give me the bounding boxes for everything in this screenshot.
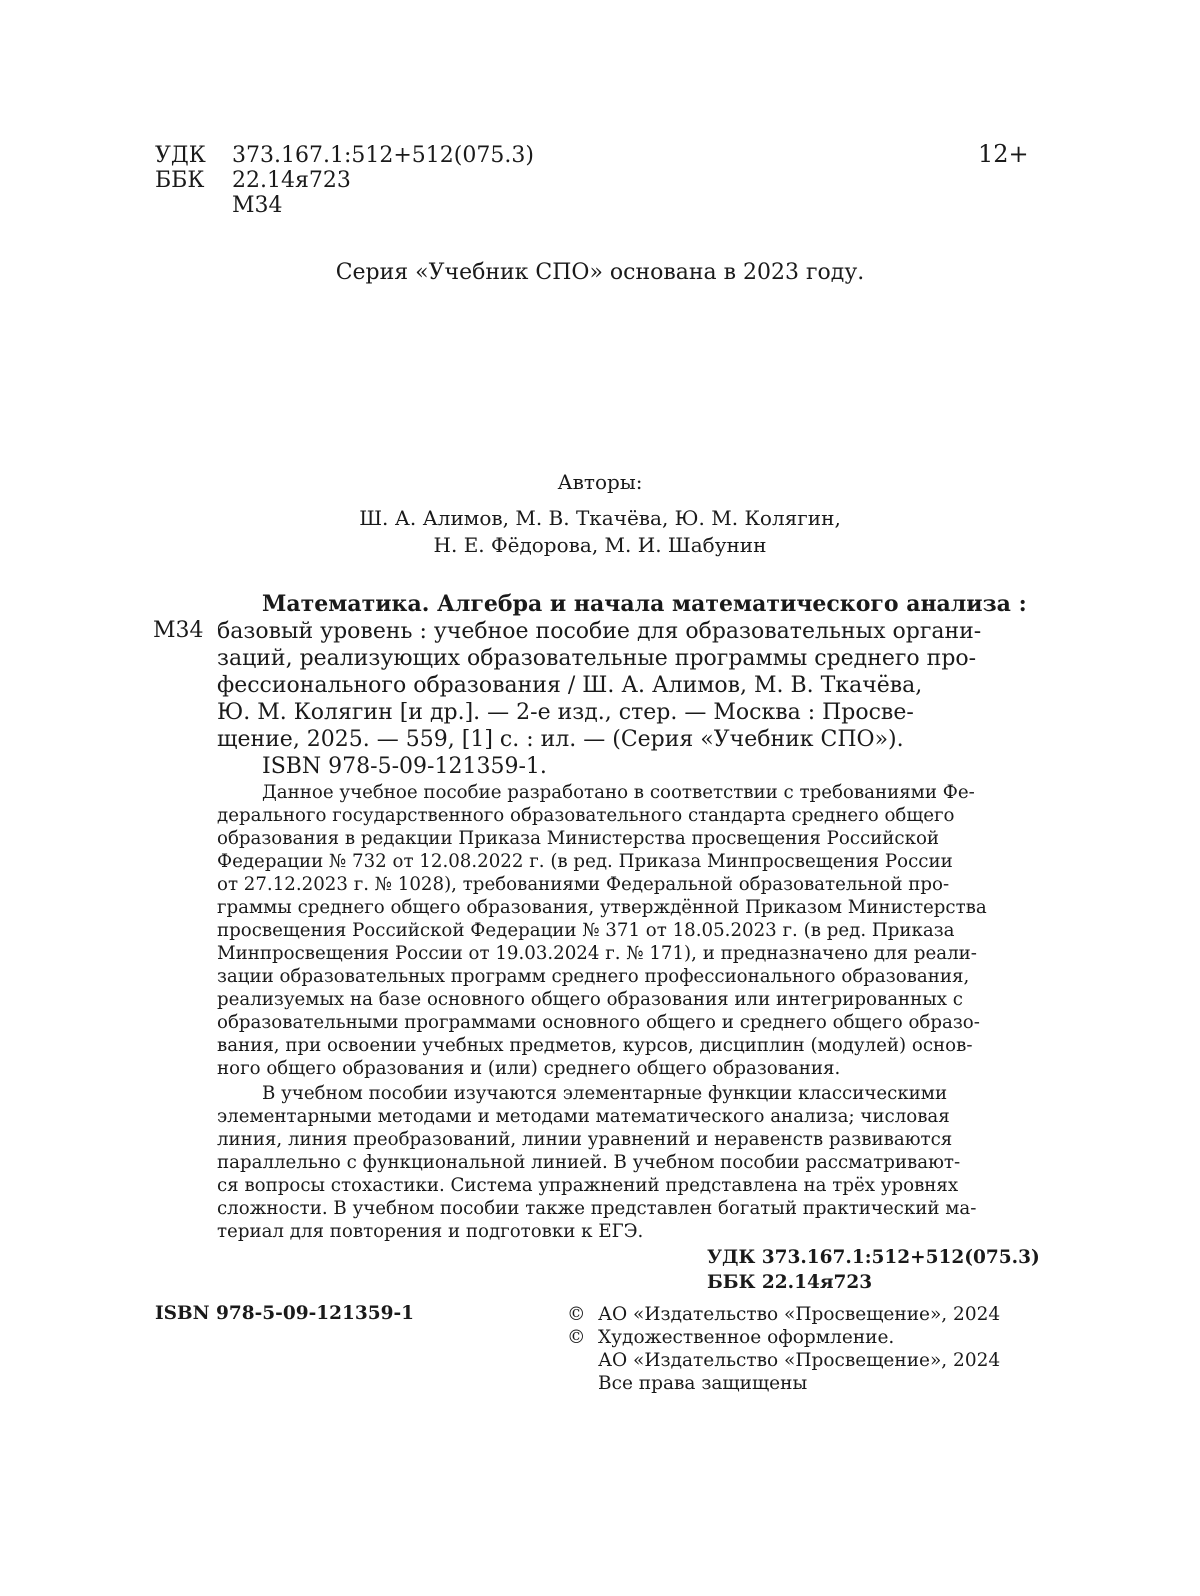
biblio-line: фессионального образования / Ш. А. Алимов, М. В. Ткачёва, bbox=[217, 673, 923, 698]
annotation-line: параллельно с функциональной линией. В учебном пособии рассматривают- bbox=[217, 1152, 961, 1173]
biblio-line: Ю. М. Колягин [и др.]. — 2-е изд., стер. — Москва : Просве- bbox=[217, 700, 914, 725]
annotation-line: элементарными методами и методами математического анализа; числовая bbox=[217, 1106, 950, 1127]
annotation-line: реализуемых на базе основного общего образования или интегрированных с bbox=[217, 989, 963, 1010]
authors-line: Ш. А. Алимов, М. В. Ткачёва, Ю. М. Колягин, bbox=[359, 506, 841, 530]
bbk-label: ББК bbox=[155, 168, 205, 193]
age-rating: 12+ bbox=[978, 140, 1029, 168]
biblio-line: базовый уровень : учебное пособие для образовательных органи- bbox=[217, 619, 982, 644]
copyright-line: Художественное оформление. bbox=[598, 1327, 895, 1348]
annotation-line: зации образовательных программ среднего профессионального образования, bbox=[217, 966, 970, 987]
annotation-line: сложности. В учебном пособии также представлен богатый практический ма- bbox=[217, 1198, 977, 1219]
copyright-icon: © bbox=[567, 1327, 586, 1348]
annotation-line: Федерации № 732 от 12.08.2022 г. (в ред. Приказа Минпросвещения России bbox=[217, 851, 953, 872]
series-note: Серия «Учебник СПО» основана в 2023 году. bbox=[335, 260, 865, 285]
annotation-line: дерального государственного образовательного стандарта среднего общего bbox=[217, 805, 955, 826]
copyright-icon: © bbox=[567, 1304, 586, 1325]
biblio-isbn: ISBN 978-5-09-121359-1. bbox=[262, 754, 547, 779]
authors-line: Н. Е. Фёдорова, М. И. Шабунин bbox=[433, 533, 767, 557]
annotation-line: линия, линия преобразований, линии уравнений и неравенств развиваются bbox=[217, 1129, 953, 1150]
annotation-line: просвещения Российской Федерации № 371 от 18.05.2023 г. (в ред. Приказа bbox=[217, 920, 955, 941]
authors-title: Авторы: bbox=[557, 470, 643, 494]
bbk-value: 22.14я723 bbox=[232, 168, 351, 193]
biblio-line: щение, 2025. — 559, [1] с. : ил. — (Серия «Учебник СПО»). bbox=[217, 727, 904, 752]
annotation-line: от 27.12.2023 г. № 1028), требованиями Федеральной образовательной про- bbox=[217, 874, 950, 895]
bbk-bottom: ББК 22.14я723 bbox=[707, 1272, 873, 1293]
annotation-line: териал для повторения и подготовки к ЕГЭ. bbox=[217, 1221, 644, 1242]
annotation-line: вания, при освоении учебных предметов, курсов, дисциплин (модулей) основ- bbox=[217, 1035, 973, 1056]
annotation-line: В учебном пособии изучаются элементарные функции классическими bbox=[262, 1083, 948, 1104]
biblio-mark: М34 bbox=[153, 618, 204, 643]
annotation-line: ся вопросы стохастики. Система упражнений представлена на трёх уровнях bbox=[217, 1175, 959, 1196]
book-title: Математика. Алгебра и начала математического анализа : bbox=[262, 591, 1027, 617]
annotation-line: Данное учебное пособие разработано в соответствии с требованиями Фе- bbox=[262, 782, 975, 803]
copyright-line: АО «Издательство «Просвещение», 2024 bbox=[598, 1350, 1001, 1371]
rights-reserved: Все права защищены bbox=[598, 1373, 808, 1394]
isbn-footer: ISBN 978-5-09-121359-1 bbox=[155, 1303, 415, 1324]
udk-label: УДК bbox=[155, 143, 206, 168]
udk-value: 373.167.1:512+512(075.3) bbox=[232, 143, 534, 168]
annotation-line: Минпросвещения России от 19.03.2024 г. № 171), и предназначено для реали- bbox=[217, 943, 977, 964]
annotation-line: образовательными программами основного общего и среднего общего образо- bbox=[217, 1012, 980, 1033]
author-mark: М34 bbox=[232, 193, 283, 218]
annotation-line: ного общего образования и (или) среднего общего образования. bbox=[217, 1058, 841, 1079]
annotation-line: образования в редакции Приказа Министерства просвещения Российской bbox=[217, 828, 940, 849]
annotation-line: граммы среднего общего образования, утверждённой Приказом Министерства bbox=[217, 897, 987, 918]
udk-bottom: УДК 373.167.1:512+512(075.3) bbox=[707, 1247, 1040, 1268]
copyright-line: АО «Издательство «Просвещение», 2024 bbox=[598, 1304, 1001, 1325]
biblio-line: заций, реализующих образовательные программы среднего про- bbox=[217, 646, 977, 671]
